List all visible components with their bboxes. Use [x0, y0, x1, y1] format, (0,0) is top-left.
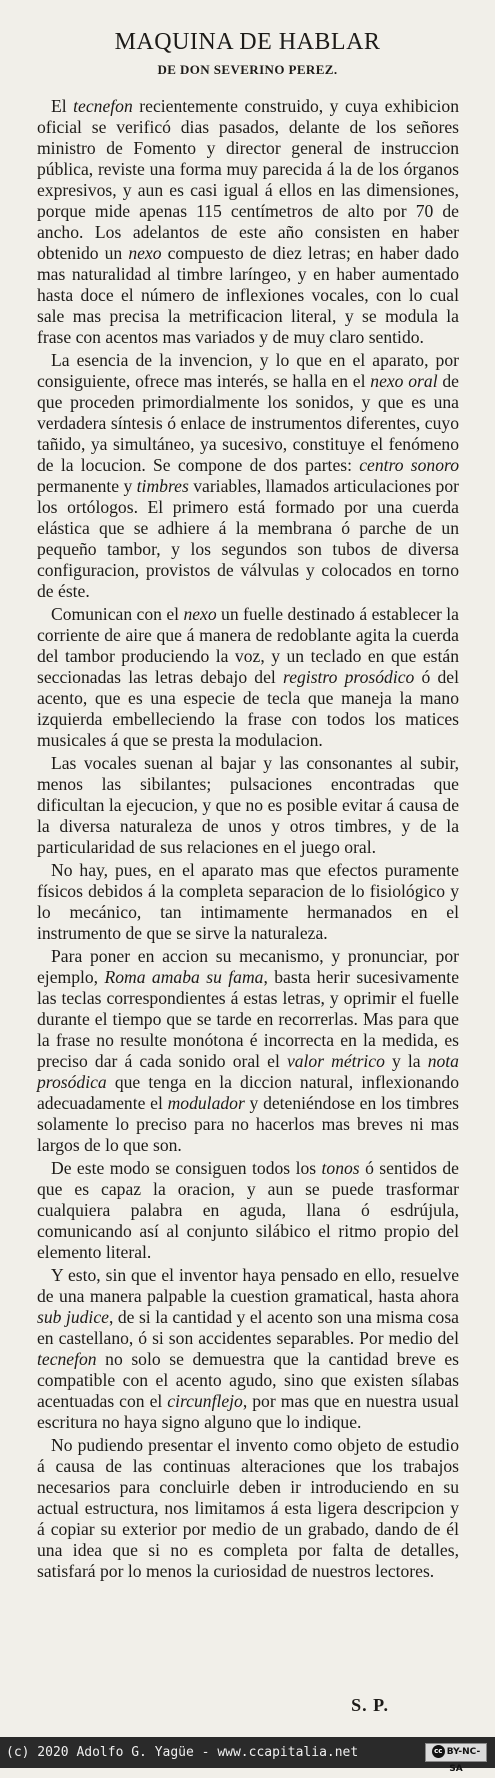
creative-commons-icon: cc	[432, 1745, 445, 1758]
article-paragraph	[37, 860, 459, 944]
italic-term: tecnefon	[73, 96, 133, 116]
text-run: , basta herir sucesivamente las teclas correspondientes á estas letras, y oprimir el fuelle durante el tiempo que se tarde en recorrerlas. Mas para que la frase no resulte monótona é incorrecta en la medida, es preciso dar á cada sonido oral el	[37, 967, 459, 1071]
italic-term: circunflejo	[167, 1391, 243, 1411]
text-run: Para poner en accion su mecanismo, y pronunciar, por ejemplo,	[37, 946, 459, 987]
text-run: , de si la cantidad y el acento son una misma cosa en castellano, ó si son accidentes separables. Por medio del	[37, 1307, 459, 1348]
text-run: variables, llamados articulaciones por los ortólogos. El primero está formado por una cuerda elástica que se adhiere á la membrana ó parche de un pequeño tambor, y los segundos son tubos de diversa configuracion, provistos de válvulas y colocados en torno de éste.	[37, 476, 459, 601]
text-run: recientemente construido, y cuya exhibicion oficial se verificó dias pasados, delante de los señores ministro de Fomento y director general de instruccion pública, reviste una forma muy parecida á la de los órganos expresivos, y aun es casi igual á ellos en las dimensiones, porque mide apenas 115 centímetros de alto por 70 de ancho. Los adelantos de este año consisten en haber obtenido un	[37, 96, 459, 263]
text-run: Comunican con el	[51, 604, 184, 624]
copyright-bar	[0, 1737, 495, 1774]
text-run: No pudiendo presentar el invento como objeto de estudio á causa de las continuas alteraciones que los trabajos necesarios para concluirle deben ir introduciendo en su actual estructura, nos limitamos á esta ligera descripcion y á copiar su exterior por medio de un grabado, dando de él una idea que si no es completa por falta de detalles, satisfará por lo menos la curiosidad de nuestros lectores.	[37, 1435, 459, 1581]
article-paragraph	[37, 604, 459, 751]
text-run: y la	[384, 1051, 428, 1071]
article-title: MAQUINA DE HABLAR	[114, 29, 381, 56]
text-run: ó del acento, que es una especie de tecla que maneja la mano izquierda embelleciendo la frase con todos los matices musicales á que se presta la modulacion.	[37, 667, 459, 750]
text-run: Las vocales suenan al bajar y las consonantes al subir, menos las sibilantes; pulsaciones encontradas que dificultan la ejecucion, y que no es posible evitar á causa de la diversa naturaleza de unos y otros timbres, y de la particularidad de sus relaciones en el juego oral.	[37, 753, 459, 857]
article-paragraph	[37, 350, 459, 602]
italic-term: tecnefon	[37, 1349, 97, 1369]
article-byline: DE DON SEVERINO PEREZ.	[157, 62, 338, 77]
italic-term: registro prosódico	[283, 667, 415, 687]
article-paragraph	[37, 1265, 459, 1433]
text-run: Y esto, sin que el inventor haya pensado en ello, resuelve de una manera palpable la cuestion gramatical, hasta ahora	[37, 1265, 459, 1306]
text-run: un fuelle destinado á establecer la corriente de aire que á manera de redoblante agita la cuerda del tambor produciendo la voz, y un teclado en que están seccionadas las letras debajo del	[37, 604, 459, 687]
text-run: ó sentidos de que es capaz la oracion, y aun se puede trasformar cualquiera palabra en aguda, llana ó esdrújula, comunicando así al conjunto silábico el ritmo propio del elemento literal.	[37, 1158, 459, 1262]
italic-term: sub judice	[37, 1307, 109, 1327]
article-paragraph	[37, 753, 459, 858]
license-badge[interactable]	[425, 1743, 487, 1774]
article-body	[37, 96, 459, 1584]
text-run: No hay, pues, en el aparato mas que efectos puramente físicos debidos á la completa separacion de lo fisiológico y lo mecánico, tan intimamente hermanados en el instrumento de que se sirve la naturaleza.	[37, 860, 459, 943]
italic-term: tonos	[321, 1158, 360, 1178]
italic-term: nexo	[128, 243, 162, 263]
text-run: De este modo se consiguen todos los	[51, 1158, 322, 1178]
text-run: , por mas que en nuestra usual escritura no haya signo alguno que lo indique.	[37, 1391, 459, 1432]
text-run: que tenga en la diccion natural, inflexionando adecuadamente el	[37, 1072, 459, 1113]
article-paragraph	[37, 946, 459, 1156]
license-label: BY-NC-SA	[446, 1747, 481, 1774]
text-run: permanente y	[37, 476, 137, 496]
text-run: de que proceden primordialmente los sonidos, y que es una verdadera síntesis ó enlace de instrumentos diferentes, cuyo tañido, ya simultáneo, ya sucesivo, constituye el fenómeno de la locucion. Se compone de dos partes:	[37, 371, 459, 475]
copyright-text: (c) 2020 Adolfo G. Yagüe - www.ccapitalia.net	[6, 1745, 359, 1760]
italic-term: timbres	[136, 476, 189, 496]
text-run: no solo se demuestra que la cantidad breve es compatible con el acento agudo, sino que existen sílabas acentuadas con el	[37, 1349, 459, 1411]
italic-term: modulador	[167, 1093, 245, 1113]
text-run: compuesto de diez letras; en haber dado mas naturalidad al timbre laríngeo, y en haber aumentado hasta doce el número de inflexiones vocales, con lo cual sale mas precisa la metrificacion literal, y se modula la frase con acentos mas variados y de muy claro sentido.	[37, 243, 459, 347]
italic-term: Roma amaba su fama	[104, 967, 264, 987]
article-paragraph	[37, 96, 459, 348]
italic-term: nexo	[183, 604, 217, 624]
italic-term: nota prosódica	[37, 1051, 459, 1092]
text-run: La esencia de la invencion, y lo que en el aparato, por consiguiente, ofrece mas interés, se halla en el	[37, 350, 459, 391]
italic-term: nexo oral	[370, 371, 438, 391]
text-run: y deteniéndose en los timbres solamente lo preciso para no hacerlos mas breves ni mas largos de lo que son.	[37, 1093, 459, 1155]
article-paragraph	[37, 1435, 459, 1582]
italic-term: centro sonoro	[359, 455, 459, 475]
italic-term: valor métrico	[286, 1051, 385, 1071]
text-run: El	[51, 96, 74, 116]
signature: S. P.	[351, 1695, 389, 1715]
article-paragraph	[37, 1158, 459, 1263]
